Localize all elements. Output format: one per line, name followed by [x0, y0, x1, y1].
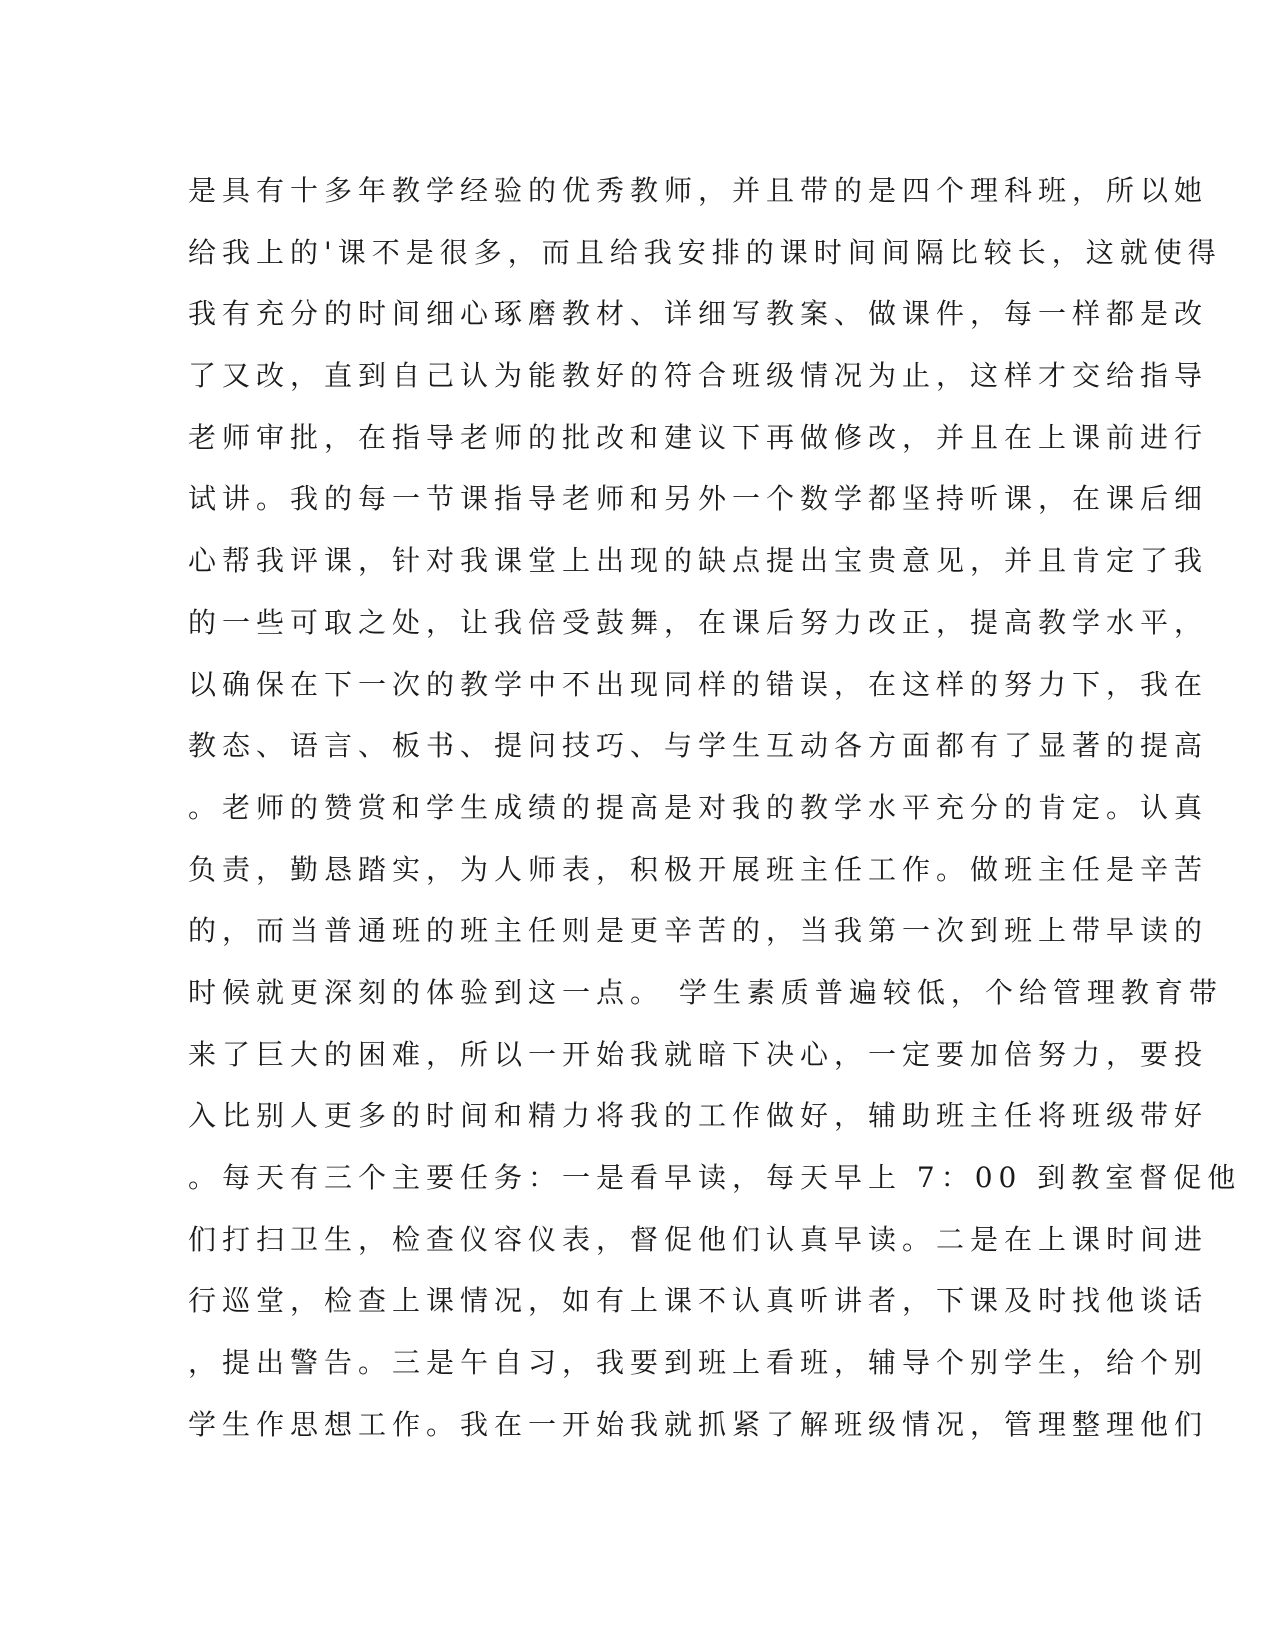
- text-line-18: 们打扫卫生，检查仪容仪表，督促他们认真早读。二是在上课时间进: [188, 1222, 1209, 1256]
- text-line-21: 学生作思想工作。我在一开始我就抓紧了解班级情况，管理整理他们: [188, 1407, 1209, 1441]
- body-text: [188, 160, 1242, 1455]
- text-line-10: 教态、语言、板书、提问技巧、与学生互动各方面都有了显著的提高: [188, 729, 1209, 763]
- text-line-2: 给我上的'课不是很多，而且给我安排的课时间间隔比较长，这就使得: [188, 235, 1222, 269]
- text-line-15: 来了巨大的困难，所以一开始我就暗下决心，一定要加倍努力，要投: [188, 1037, 1209, 1071]
- text-line-5: 老师审批，在指导老师的批改和建议下再做修改，并且在上课前进行: [188, 420, 1209, 454]
- text-line-20: ，提出警告。三是午自习，我要到班上看班，辅导个别学生，给个别: [188, 1346, 1209, 1380]
- text-line-17: 。每天有三个主要任务：一是看早读，每天早上 7：00 到教室督促他: [188, 1161, 1242, 1194]
- text-line-7: 心帮我评课，针对我课堂上出现的缺点提出宝贵意见，并且肯定了我: [188, 544, 1209, 578]
- text-line-8: 的一些可取之处，让我倍受鼓舞，在课后努力改正，提高教学水平，: [188, 605, 1209, 639]
- text-line-11: 。老师的赞赏和学生成绩的提高是对我的教学水平充分的肯定。认真: [188, 790, 1209, 824]
- text-line-19: 行巡堂，检查上课情况，如有上课不认真听讲者，下课及时找他谈话: [188, 1284, 1209, 1318]
- text-line-16: 入比别人更多的时间和精力将我的工作做好，辅助班主任将班级带好: [188, 1099, 1209, 1133]
- text-line-4: 了又改，直到自己认为能教好的符合班级情况为止，这样才交给指导: [188, 359, 1209, 393]
- text-line-6: 试讲。我的每一节课指导老师和另外一个数学都坚持听课，在课后细: [188, 482, 1209, 516]
- text-line-13: 的，而当普通班的班主任则是更辛苦的，当我第一次到班上带早读的: [188, 914, 1209, 948]
- text-line-14: 时候就更深刻的体验到这一点。 学生素质普遍较低，个给管理教育带: [188, 975, 1223, 1009]
- text-line-3: 我有充分的时间细心琢磨教材、详细写教案、做课件，每一样都是改: [188, 297, 1209, 331]
- text-line-9: 以确保在下一次的教学中不出现同样的错误，在这样的努力下，我在: [188, 667, 1209, 701]
- text-line-1: 是具有十多年教学经验的优秀教师，并且带的是四个理科班，所以她: [188, 174, 1209, 207]
- text-line-12: 负责，勤恳踏实，为人师表，积极开展班主任工作。做班主任是辛苦: [188, 852, 1209, 886]
